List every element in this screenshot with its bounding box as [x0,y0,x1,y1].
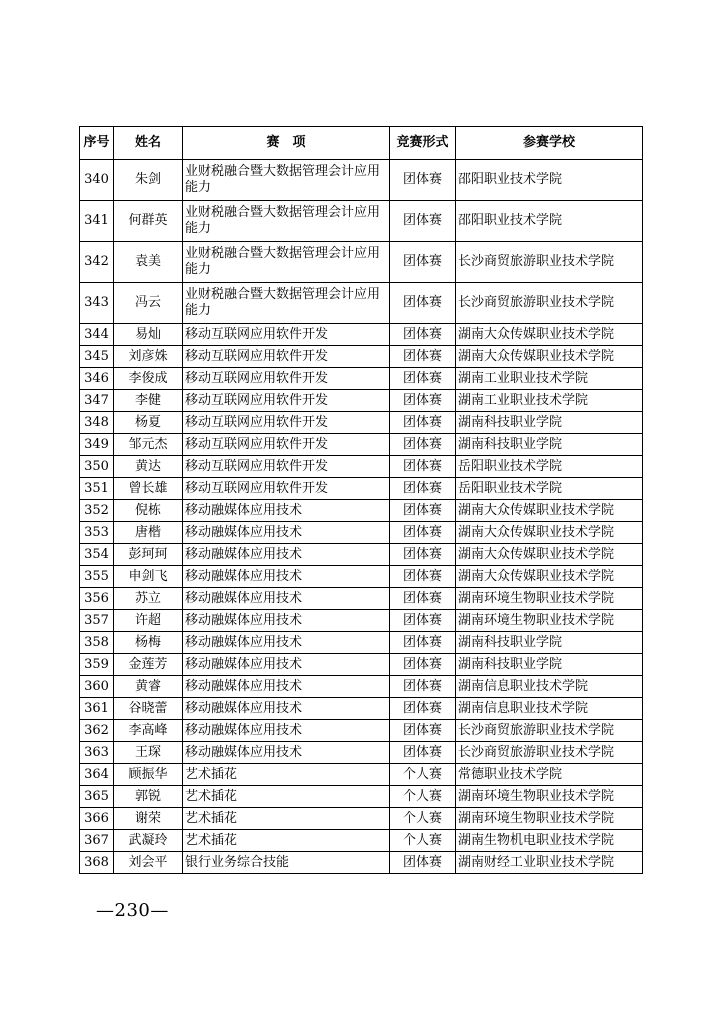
table-row [80,566,643,588]
cell-name: 王琛 [114,742,183,764]
cell-name: 李健 [114,390,183,412]
cell-number: 350 [80,456,114,478]
table-row [80,698,643,720]
cell-name: 朱剑 [114,160,183,201]
header-number: 序号 [80,127,114,160]
cell-name: 何群英 [114,201,183,242]
cell-format: 团体赛 [390,654,456,676]
cell-format: 团体赛 [390,390,456,412]
cell-number: 366 [80,808,114,830]
cell-school: 湖南环境生物职业技术学院 [456,588,643,610]
cell-format: 个人赛 [390,808,456,830]
cell-format: 团体赛 [390,201,456,242]
cell-format: 团体赛 [390,742,456,764]
table-row [80,522,643,544]
cell-number: 340 [80,160,114,201]
header-name: 姓名 [114,127,183,160]
cell-name: 谷晓蕾 [114,698,183,720]
cell-school: 湖南大众传媒职业技术学院 [456,500,643,522]
cell-number: 349 [80,434,114,456]
cell-school: 湖南科技职业学院 [456,412,643,434]
cell-event: 业财税融合暨大数据管理会计应用能力 [183,201,390,242]
cell-number: 358 [80,632,114,654]
cell-format: 个人赛 [390,830,456,852]
table-row [80,742,643,764]
cell-event: 艺术插花 [183,786,390,808]
cell-school: 湖南工业职业技术学院 [456,368,643,390]
table-row [80,852,643,874]
cell-event: 移动融媒体应用技术 [183,698,390,720]
cell-format: 团体赛 [390,283,456,324]
cell-school: 湖南科技职业学院 [456,434,643,456]
cell-school: 岳阳职业技术学院 [456,478,643,500]
cell-name: 黄达 [114,456,183,478]
cell-name: 许超 [114,610,183,632]
cell-event: 移动融媒体应用技术 [183,742,390,764]
cell-school: 湖南环境生物职业技术学院 [456,786,643,808]
cell-event: 艺术插花 [183,808,390,830]
cell-name: 易灿 [114,324,183,346]
table-body [80,160,643,874]
table-row [80,676,643,698]
cell-event: 移动互联网应用软件开发 [183,456,390,478]
table-row [80,786,643,808]
table-row [80,720,643,742]
cell-name: 冯云 [114,283,183,324]
cell-school: 湖南大众传媒职业技术学院 [456,522,643,544]
table-row [80,434,643,456]
cell-name: 申剑飞 [114,566,183,588]
header-school: 参赛学校 [456,127,643,160]
cell-number: 348 [80,412,114,434]
cell-name: 李俊成 [114,368,183,390]
cell-name: 谢荣 [114,808,183,830]
cell-format: 团体赛 [390,324,456,346]
cell-format: 团体赛 [390,676,456,698]
cell-name: 刘会平 [114,852,183,874]
cell-name: 黄睿 [114,676,183,698]
cell-number: 360 [80,676,114,698]
cell-name: 苏立 [114,588,183,610]
cell-format: 团体赛 [390,720,456,742]
table-row [80,632,643,654]
cell-event: 银行业务综合技能 [183,852,390,874]
cell-event: 业财税融合暨大数据管理会计应用能力 [183,160,390,201]
cell-event: 移动互联网应用软件开发 [183,346,390,368]
cell-school: 湖南信息职业技术学院 [456,676,643,698]
table-row [80,368,643,390]
cell-event: 移动融媒体应用技术 [183,654,390,676]
cell-event: 移动融媒体应用技术 [183,500,390,522]
cell-school: 邵阳职业技术学院 [456,201,643,242]
cell-format: 团体赛 [390,698,456,720]
cell-school: 长沙商贸旅游职业技术学院 [456,742,643,764]
cell-name: 倪栋 [114,500,183,522]
table-row [80,544,643,566]
cell-format: 团体赛 [390,632,456,654]
header-event: 赛 项 [183,127,390,160]
cell-number: 354 [80,544,114,566]
table-row [80,283,643,324]
table-row [80,324,643,346]
cell-number: 368 [80,852,114,874]
cell-name: 刘彦姝 [114,346,183,368]
cell-number: 351 [80,478,114,500]
table-row [80,654,643,676]
cell-event: 移动互联网应用软件开发 [183,478,390,500]
cell-number: 352 [80,500,114,522]
cell-event: 移动融媒体应用技术 [183,610,390,632]
cell-event: 业财税融合暨大数据管理会计应用能力 [183,283,390,324]
roster-table [79,126,643,874]
cell-event: 移动融媒体应用技术 [183,566,390,588]
cell-number: 363 [80,742,114,764]
cell-school: 常德职业技术学院 [456,764,643,786]
cell-format: 团体赛 [390,434,456,456]
cell-name: 杨梅 [114,632,183,654]
cell-number: 343 [80,283,114,324]
cell-school: 湖南科技职业学院 [456,654,643,676]
page-number: —230— [96,900,169,921]
cell-event: 移动互联网应用软件开发 [183,412,390,434]
cell-school: 长沙商贸旅游职业技术学院 [456,242,643,283]
cell-name: 彭珂珂 [114,544,183,566]
cell-number: 356 [80,588,114,610]
cell-format: 团体赛 [390,368,456,390]
table-row [80,500,643,522]
cell-name: 武凝玲 [114,830,183,852]
cell-school: 湖南财经工业职业技术学院 [456,852,643,874]
cell-name: 郭锐 [114,786,183,808]
cell-format: 团体赛 [390,566,456,588]
cell-name: 唐楷 [114,522,183,544]
cell-number: 342 [80,242,114,283]
cell-number: 367 [80,830,114,852]
table-row [80,390,643,412]
cell-school: 湖南工业职业技术学院 [456,390,643,412]
cell-school: 湖南信息职业技术学院 [456,698,643,720]
cell-number: 353 [80,522,114,544]
cell-number: 346 [80,368,114,390]
table-row [80,478,643,500]
cell-format: 团体赛 [390,500,456,522]
cell-event: 移动融媒体应用技术 [183,676,390,698]
table-row [80,242,643,283]
cell-name: 邹元杰 [114,434,183,456]
cell-name: 杨夏 [114,412,183,434]
cell-name: 金莲芳 [114,654,183,676]
cell-event: 移动融媒体应用技术 [183,588,390,610]
header-row [80,127,643,160]
cell-event: 移动融媒体应用技术 [183,544,390,566]
cell-school: 湖南环境生物职业技术学院 [456,610,643,632]
cell-format: 团体赛 [390,456,456,478]
table-row [80,610,643,632]
table-row [80,412,643,434]
cell-name: 曾长雄 [114,478,183,500]
cell-school: 湖南生物机电职业技术学院 [456,830,643,852]
cell-number: 344 [80,324,114,346]
cell-name: 袁美 [114,242,183,283]
cell-number: 347 [80,390,114,412]
cell-number: 355 [80,566,114,588]
cell-school: 岳阳职业技术学院 [456,456,643,478]
cell-format: 团体赛 [390,522,456,544]
table-row [80,808,643,830]
cell-name: 李高峰 [114,720,183,742]
cell-event: 移动互联网应用软件开发 [183,390,390,412]
cell-school: 湖南环境生物职业技术学院 [456,808,643,830]
cell-format: 团体赛 [390,544,456,566]
cell-school: 长沙商贸旅游职业技术学院 [456,283,643,324]
cell-number: 362 [80,720,114,742]
cell-format: 团体赛 [390,346,456,368]
cell-event: 艺术插花 [183,830,390,852]
cell-school: 湖南大众传媒职业技术学院 [456,324,643,346]
cell-number: 357 [80,610,114,632]
cell-format: 团体赛 [390,242,456,283]
cell-format: 个人赛 [390,786,456,808]
cell-event: 移动融媒体应用技术 [183,720,390,742]
cell-number: 345 [80,346,114,368]
cell-format: 团体赛 [390,160,456,201]
cell-school: 湖南大众传媒职业技术学院 [456,566,643,588]
cell-format: 团体赛 [390,588,456,610]
cell-event: 移动融媒体应用技术 [183,522,390,544]
cell-number: 365 [80,786,114,808]
cell-number: 359 [80,654,114,676]
cell-format: 团体赛 [390,852,456,874]
table-row [80,346,643,368]
table-row [80,456,643,478]
table-row [80,830,643,852]
cell-event: 艺术插花 [183,764,390,786]
cell-school: 长沙商贸旅游职业技术学院 [456,720,643,742]
cell-school: 邵阳职业技术学院 [456,160,643,201]
cell-event: 业财税融合暨大数据管理会计应用能力 [183,242,390,283]
cell-event: 移动互联网应用软件开发 [183,368,390,390]
cell-format: 团体赛 [390,610,456,632]
cell-name: 顾振华 [114,764,183,786]
cell-event: 移动互联网应用软件开发 [183,324,390,346]
cell-event: 移动互联网应用软件开发 [183,434,390,456]
header-format: 竞赛形式 [390,127,456,160]
table-row [80,160,643,201]
cell-format: 团体赛 [390,478,456,500]
cell-event: 移动融媒体应用技术 [183,632,390,654]
cell-format: 个人赛 [390,764,456,786]
cell-number: 341 [80,201,114,242]
cell-school: 湖南大众传媒职业技术学院 [456,346,643,368]
cell-format: 团体赛 [390,412,456,434]
table-row [80,201,643,242]
cell-number: 364 [80,764,114,786]
cell-school: 湖南科技职业学院 [456,632,643,654]
table-row [80,764,643,786]
table-header [80,127,643,160]
table-row [80,588,643,610]
cell-school: 湖南大众传媒职业技术学院 [456,544,643,566]
cell-number: 361 [80,698,114,720]
